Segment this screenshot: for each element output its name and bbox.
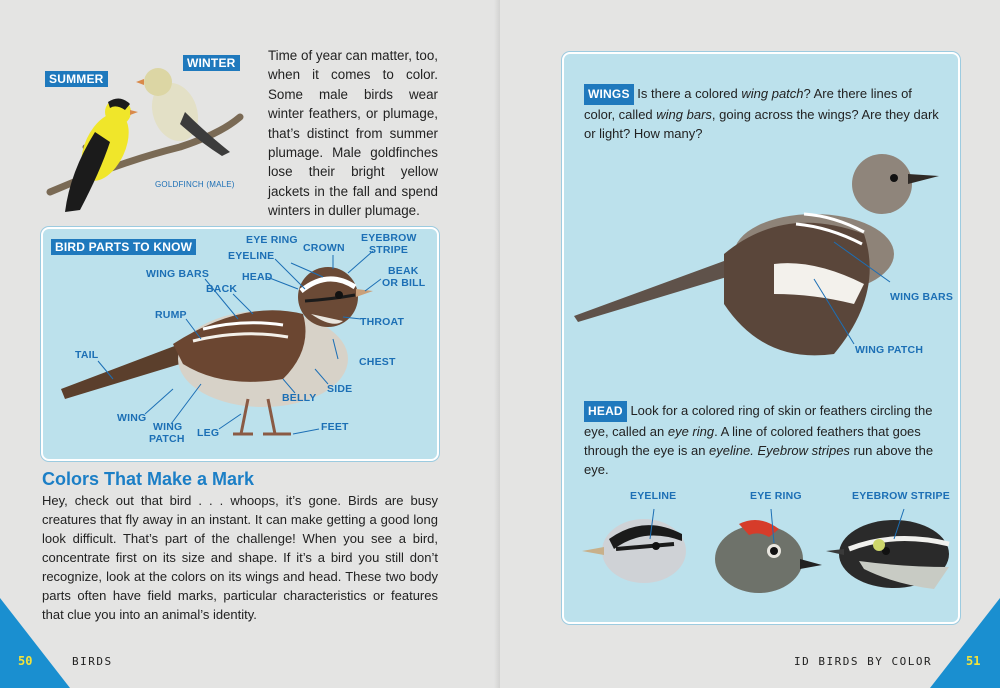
label-eyebrow: EYEBROW bbox=[361, 232, 417, 244]
body-paragraph: Hey, check out that bird . . . whoops, it’s gone. Birds are busy creatures that fly away in an instant. It can make getting a good long look difficult. That’s part of the challenge! When you see a bird, concentrate first on its size and shape. If it’s a bird you still don’t recognize, look at the colors on its wings and head. These two body parts often have field marks, particular characteristics or features that clue you into an animal’s identity. bbox=[42, 493, 438, 622]
running-head-left: BIRDS bbox=[72, 655, 113, 668]
label-stripe: STRIPE bbox=[369, 244, 409, 256]
label-leg: LEG bbox=[197, 427, 220, 439]
label-belly: BELLY bbox=[282, 392, 317, 404]
right-page bbox=[500, 0, 1000, 688]
label-crown: CROWN bbox=[303, 242, 345, 254]
wing-bars-label: WING BARS bbox=[890, 291, 954, 303]
page-number-right: 51 bbox=[966, 654, 981, 668]
bird-heads-illustration bbox=[564, 509, 958, 609]
label-throat: THROAT bbox=[360, 316, 405, 328]
label-head: HEAD bbox=[242, 271, 273, 283]
label-feet: FEET bbox=[321, 421, 349, 433]
label-beak: BEAK bbox=[388, 265, 419, 277]
bird-parts-panel bbox=[41, 227, 439, 461]
head-text-3: run above the eye. bbox=[584, 443, 934, 477]
label-eyeline: EYELINE bbox=[228, 250, 275, 262]
bird-parts-title: BIRD PARTS TO KNOW bbox=[51, 239, 196, 255]
field-marks-panel bbox=[562, 52, 960, 624]
head-tag: HEAD bbox=[584, 401, 627, 422]
goldfinch-caption: GOLDFINCH (MALE) bbox=[155, 180, 235, 189]
label-tail: TAIL bbox=[75, 349, 99, 361]
running-head-right: ID BIRDS BY COLOR bbox=[794, 655, 933, 668]
wing-patch-label: WING PATCH bbox=[855, 344, 924, 356]
wings-paragraph bbox=[584, 84, 944, 143]
wings-text-1: Is there a colored bbox=[637, 86, 742, 101]
winter-tag: WINTER bbox=[183, 55, 240, 71]
intro-paragraph: Time of year can matter, too, when it comes to color. Some male birds wear winter feathers, or plumage, that’s distinct from summer plumage. Male goldfinches lose their bright yellow jackets in the fall and spend winters in duller plumage. bbox=[268, 48, 438, 219]
wings-text-3: , going across the wings? Are they dark or light? How many? bbox=[584, 107, 939, 141]
mockingbird-illustration bbox=[564, 144, 958, 404]
corner-decoration-right bbox=[930, 598, 1000, 688]
label-wing-patch-2: PATCH bbox=[149, 433, 185, 445]
label-wing-bars: WING BARS bbox=[146, 268, 210, 280]
summer-tag: SUMMER bbox=[45, 71, 108, 87]
page-number-left: 50 bbox=[18, 654, 33, 668]
label-side: SIDE bbox=[327, 383, 353, 395]
sparrow-illustration bbox=[43, 229, 437, 459]
eye-ring-label: EYE RING bbox=[750, 490, 802, 502]
head-em-2: eyeline. Eyebrow stripes bbox=[709, 443, 850, 458]
wings-em-2: wing bars bbox=[656, 107, 712, 122]
label-chest: CHEST bbox=[359, 356, 396, 368]
wings-em-1: wing patch bbox=[741, 86, 804, 101]
label-eye-ring: EYE RING bbox=[246, 234, 298, 246]
label-back: BACK bbox=[206, 283, 238, 295]
eyeline-label: EYELINE bbox=[630, 490, 677, 502]
eyebrow-stripe-label: EYEBROW STRIPE bbox=[852, 490, 950, 502]
corner-decoration-left bbox=[0, 598, 70, 688]
label-wing-patch-1: WING bbox=[153, 421, 183, 433]
head-paragraph bbox=[584, 401, 944, 479]
wings-tag: WINGS bbox=[584, 84, 634, 105]
wings-text-2: ? Are there lines of color, called bbox=[584, 86, 912, 122]
label-wing: WING bbox=[117, 412, 147, 424]
head-text-2: . A line of colored feathers that goes through the eye is an bbox=[584, 424, 921, 458]
head-text-1: Look for a colored ring of skin or feathers circling the eye, called an bbox=[584, 403, 933, 439]
label-rump: RUMP bbox=[155, 309, 187, 321]
head-em-1: eye ring bbox=[667, 424, 715, 439]
label-or-bill: OR BILL bbox=[382, 277, 426, 289]
section-heading: Colors That Make a Mark bbox=[42, 469, 255, 489]
